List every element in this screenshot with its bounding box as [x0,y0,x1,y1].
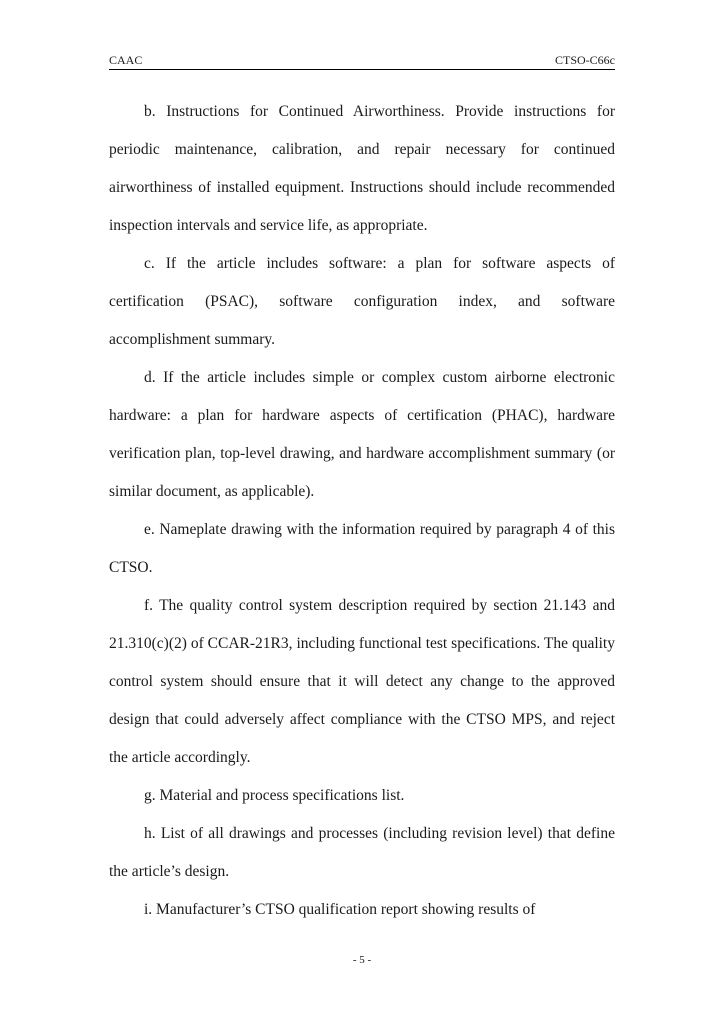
header-org: CAAC [109,53,143,67]
header-rule [109,69,615,70]
paragraph-g: g. Material and process specifications list. [144,787,405,804]
paragraph-h: h. List of all drawings and processes (including revision level) that define the article’s design. [109,825,615,880]
paragraph-e: e. Nameplate drawing with the information required by paragraph 4 of this CTSO. [109,521,615,576]
paragraph-c: c. If the article includes software: a plan for software aspects of certification (PSAC), software configuration index, and software accomplishment summary. [109,255,615,348]
header-doc-id: CTSO-C66c [555,53,615,67]
page-header [109,53,615,68]
paragraph-d: d. If the article includes simple or complex custom airborne electronic hardware: a plan for hardware aspects of certification (PHAC), hardware verification plan, top-level drawing, and hardware accomplishment summary (or similar document, as applicable). [109,369,615,500]
paragraph-f: f. The quality control system description required by section 21.143 and 21.310(c)(2) of CCAR-21R3, including functional test specifications. The quality control system should ensure that it will detect any change to the approved design that could adversely affect compliance with the CTSO MPS, and reject the article accordingly. [109,597,615,766]
paragraph-i: i. Manufacturer’s CTSO qualification report showing results of [144,901,536,918]
document-body [109,93,615,929]
page-number: - 5 - [352,954,372,966]
paragraph-b: b. Instructions for Continued Airworthiness. Provide instructions for periodic maintenance, calibration, and repair necessary for continued airworthiness of installed equipment. Instructions should include recommended inspection intervals and service life, as appropriate. [109,103,615,234]
